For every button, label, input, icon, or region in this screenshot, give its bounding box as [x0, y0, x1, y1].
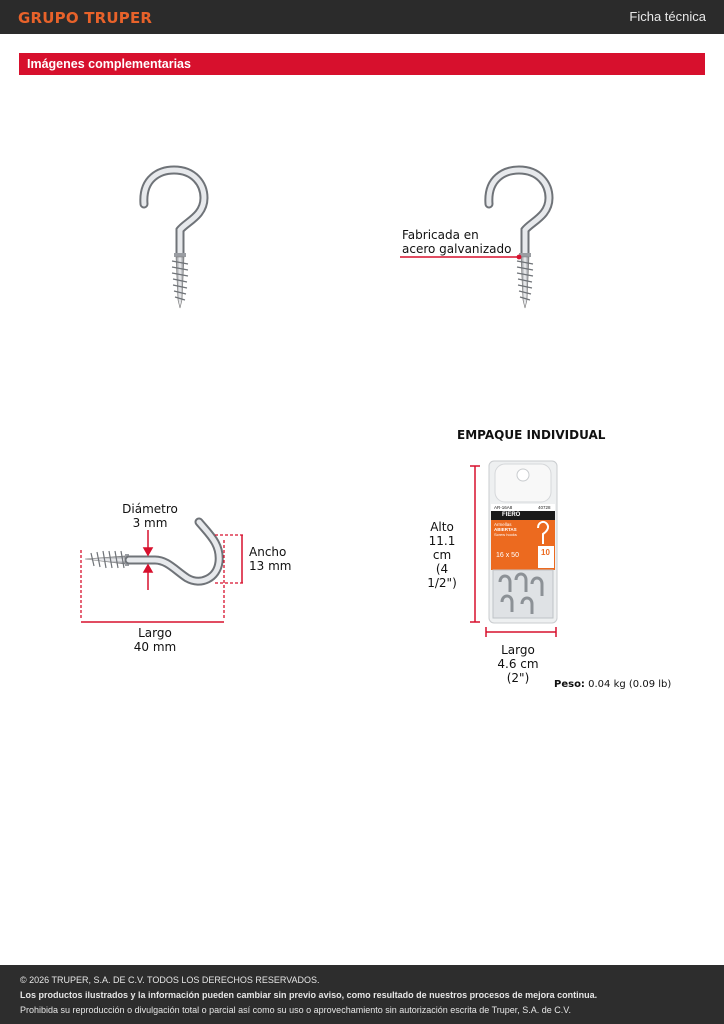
width-label	[249, 545, 291, 573]
package-code: AR-16A8	[494, 505, 513, 510]
package-qty: 10	[541, 548, 550, 557]
package-blister-card	[488, 460, 558, 624]
package-length-label	[494, 643, 542, 685]
package-height-title: Alto	[430, 520, 454, 534]
screw-hook-image-1	[120, 160, 230, 315]
package-height-in: (4 1/2")	[427, 562, 457, 590]
diameter-value: 3 mm	[132, 516, 168, 530]
package-brand: FIERO	[502, 512, 521, 518]
package-weight	[554, 679, 671, 690]
section-title: Imágenes complementarias	[27, 57, 191, 71]
width-value: 13 mm	[249, 559, 292, 573]
package-name-line2: ABIERTAS	[494, 527, 517, 532]
package-sku: 40728	[538, 505, 551, 510]
package-height-cm: 11.1 cm	[428, 534, 456, 562]
material-callout	[402, 228, 511, 256]
length-label	[125, 626, 185, 654]
diameter-title: Diámetro	[122, 502, 178, 516]
length-title: Largo	[138, 626, 172, 640]
package-length-cm: 4.6 cm	[497, 657, 539, 671]
footer-disclaimer: Los productos ilustrados y la información pueden cambiar sin previo aviso, como resultado de nuestros procesos de mejora continua.	[20, 990, 598, 1000]
package-weight-value: 0.04 kg (0.09 lb)	[588, 679, 672, 690]
width-title: Ancho	[249, 545, 287, 559]
package-name-en: Screw hooks	[494, 532, 517, 537]
footer-rights: Prohibida su reproducción o divulgación total o parcial así como su uso o aprovechamiento sin autorización escrita de Truper, S.A. de C.V.	[20, 1005, 571, 1015]
package-name-line1: Armellas	[494, 522, 512, 527]
brand-logo: GRUPO TRUPER	[18, 9, 153, 27]
package-length-title: Largo	[501, 643, 535, 657]
length-value: 40 mm	[133, 640, 177, 654]
footer	[0, 965, 724, 1024]
material-callout-line2: acero galvanizado	[402, 242, 512, 256]
package-title: EMPAQUE INDIVIDUAL	[457, 428, 606, 442]
package-size: 16 x 50	[496, 552, 519, 559]
material-callout-line	[400, 254, 525, 262]
package-height-label	[420, 520, 464, 590]
document-type-label: Ficha técnica	[629, 9, 706, 24]
top-header-bar	[0, 0, 724, 34]
package-weight-label: Peso:	[554, 679, 585, 690]
footer-copyright: © 2026 TRUPER, S.A. DE C.V. TODOS LOS DERECHOS RESERVADOS.	[20, 975, 320, 985]
material-callout-line1: Fabricada en	[402, 228, 479, 242]
package-length-in: (2")	[506, 671, 530, 685]
section-header	[19, 53, 705, 75]
diameter-label	[118, 502, 182, 530]
